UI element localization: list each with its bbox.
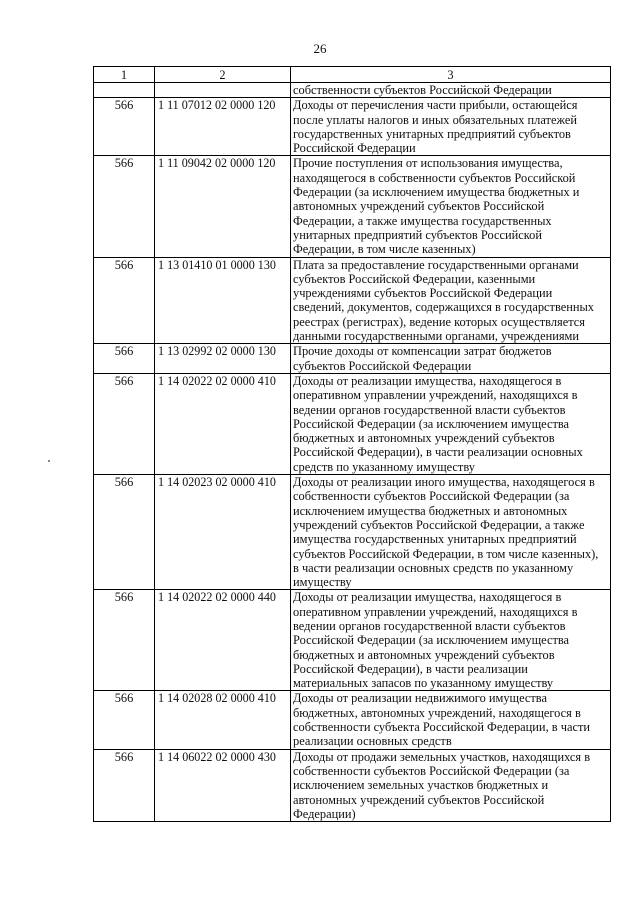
- description-line: ведении органов государственной власти субъектов: [293, 402, 566, 417]
- description-line: субъектов Российской Федерации, в том числе казенных),: [293, 546, 599, 561]
- description-line: Федерации, а также имущества государственных: [293, 213, 552, 228]
- description-line: собственности субъекта Российской Федерации, в части: [293, 720, 590, 735]
- admin-code-cell: 566: [94, 373, 155, 474]
- budget-classification-code-cell: 1 14 02022 02 0000 440: [155, 590, 291, 691]
- description-line: Доходы от реализации недвижимого имущества: [293, 691, 547, 706]
- table-row: [94, 156, 611, 257]
- description-line: находящегося в собственности субъектов Российской: [293, 170, 576, 185]
- description-line: Прочие поступления от использования имущества,: [293, 156, 563, 171]
- description-line: ведении органов государственной власти субъектов: [293, 618, 566, 633]
- description-line: Российской Федерации (за исключением имущества: [293, 416, 570, 431]
- budget-classification-code-cell: 1 14 02022 02 0000 410: [155, 373, 291, 474]
- description-line: сведений, документов, содержащихся в государственных: [293, 300, 594, 315]
- description-line: в части реализации основных средств по указанному: [293, 560, 574, 575]
- budget-classification-code-cell: 1 11 07012 02 0000 120: [155, 98, 291, 156]
- continuation-description-cell: [291, 83, 611, 98]
- description-line: Российской Федерации (за исключением имущества: [293, 633, 570, 648]
- income-description-cell: [291, 691, 611, 749]
- scan-artifact-dot: [48, 460, 50, 462]
- description-line: реализации основных средств: [293, 734, 452, 749]
- description-line: оперативном управлении учреждений, находящихся в: [293, 604, 578, 619]
- description-line: имуществу: [293, 575, 352, 590]
- description-line: бюджетных, автономных учреждений, находящегося в: [293, 705, 581, 720]
- description-line: Доходы от реализации имущества, находящегося в: [293, 590, 562, 605]
- header-row: [94, 67, 611, 83]
- admin-code-cell: 566: [94, 344, 155, 374]
- budget-classification-code-cell: 1 14 02028 02 0000 410: [155, 691, 291, 749]
- description-line: имущества государственных унитарных предприятий: [293, 532, 577, 547]
- table-row: [94, 749, 611, 821]
- column-header-2: 2: [155, 67, 291, 83]
- table-body: [94, 67, 611, 822]
- column-header-1: 1: [94, 67, 155, 83]
- table-row: [94, 475, 611, 590]
- continuation-admin-cell: [94, 83, 155, 98]
- page-number: 26: [313, 41, 327, 56]
- description-line: собственности субъектов Российской Федерации (за: [293, 763, 570, 778]
- table-row: [94, 257, 611, 344]
- description-line: учреждениями субъектов Российской Федерации: [293, 286, 553, 301]
- description-line: государственных унитарных предприятий субъектов: [293, 126, 571, 141]
- table-row: [94, 590, 611, 691]
- description-line: субъектов Российской Федерации: [293, 358, 472, 373]
- income-description-cell: [291, 475, 611, 590]
- description-line: Доходы от реализации иного имущества, находящегося в: [293, 475, 595, 490]
- budget-classification-code-cell: 1 14 06022 02 0000 430: [155, 749, 291, 821]
- income-description-cell: [291, 156, 611, 257]
- description-line: Доходы от реализации имущества, находящегося в: [293, 373, 562, 388]
- admin-code-cell: 566: [94, 590, 155, 691]
- description-line: Российской Федерации), в части реализации основных: [293, 445, 583, 460]
- description-line: материальных запасов по указанному имуществу: [293, 676, 554, 691]
- description-line: собственности субъектов Российской Федерации (за: [293, 489, 570, 504]
- table-row: [94, 98, 611, 156]
- description-line: унитарных предприятий субъектов Российской: [293, 227, 542, 242]
- income-description-cell: [291, 749, 611, 821]
- income-description-cell: [291, 257, 611, 344]
- continuation-code-cell: [155, 83, 291, 98]
- budget-classification-code-cell: 1 13 01410 01 0000 130: [155, 257, 291, 344]
- description-line: реестрах (регистрах), ведение которых осуществляется: [293, 314, 585, 329]
- income-description-cell: [291, 98, 611, 156]
- description-line: бюджетных и автономных учреждений субъектов: [293, 647, 555, 662]
- description-line: автономных учреждений субъектов Российской: [293, 199, 545, 214]
- admin-code-cell: 566: [94, 156, 155, 257]
- admin-code-cell: 566: [94, 691, 155, 749]
- admin-code-cell: 566: [94, 475, 155, 590]
- table-row: [94, 691, 611, 749]
- description-line: Российской Федерации), в части реализации: [293, 661, 528, 676]
- description-line: исключением земельных участков бюджетных и: [293, 778, 549, 793]
- income-description-cell: [291, 590, 611, 691]
- table-row: [94, 344, 611, 374]
- description-line: бюджетных и автономных учреждений субъектов: [293, 431, 555, 446]
- description-line: Федерации): [293, 806, 356, 821]
- admin-code-cell: 566: [94, 257, 155, 344]
- budget-classification-code-cell: 1 14 02023 02 0000 410: [155, 475, 291, 590]
- description-line: учреждений субъектов Российской Федерации, а также: [293, 517, 585, 532]
- budget-classification-code-cell: 1 11 09042 02 0000 120: [155, 156, 291, 257]
- description-line: Доходы от продажи земельных участков, находящихся в: [293, 749, 591, 764]
- description-line: автономных учреждений субъектов Российской: [293, 792, 545, 807]
- admin-code-cell: 566: [94, 749, 155, 821]
- description-line: после уплаты налогов и иных обязательных платежей: [293, 112, 577, 127]
- description-line: Прочие доходы от компенсации затрат бюджетов: [293, 344, 552, 359]
- column-header-3: 3: [291, 67, 611, 83]
- description-line: Федерации (за исключением имущества бюджетных и: [293, 185, 580, 200]
- budget-classification-code-cell: 1 13 02992 02 0000 130: [155, 344, 291, 374]
- income-description-cell: [291, 373, 611, 474]
- admin-code-cell: 566: [94, 98, 155, 156]
- description-line: исключением имущества бюджетных и автономных: [293, 503, 568, 518]
- description-line: Доходы от перечисления части прибыли, остающейся: [293, 98, 578, 113]
- description-line: собственности субъектов Российской Федерации: [293, 83, 552, 97]
- table-row: [94, 373, 611, 474]
- description-line: Федерации, в том числе казенных): [293, 242, 476, 257]
- description-line: Плата за предоставление государственными органами: [293, 257, 579, 272]
- income-description-cell: [291, 344, 611, 374]
- description-line: средств по указанному имуществу: [293, 459, 475, 474]
- description-line: оперативном управлении учреждений, находящихся в: [293, 388, 578, 403]
- description-line: субъектов Российской Федерации, казенными: [293, 271, 536, 286]
- description-line: Российской Федерации: [293, 141, 416, 156]
- revenue-classification-table: [93, 66, 611, 822]
- continuation-row: [94, 83, 611, 98]
- description-line: данными государственными органами, учреждениями: [293, 329, 580, 344]
